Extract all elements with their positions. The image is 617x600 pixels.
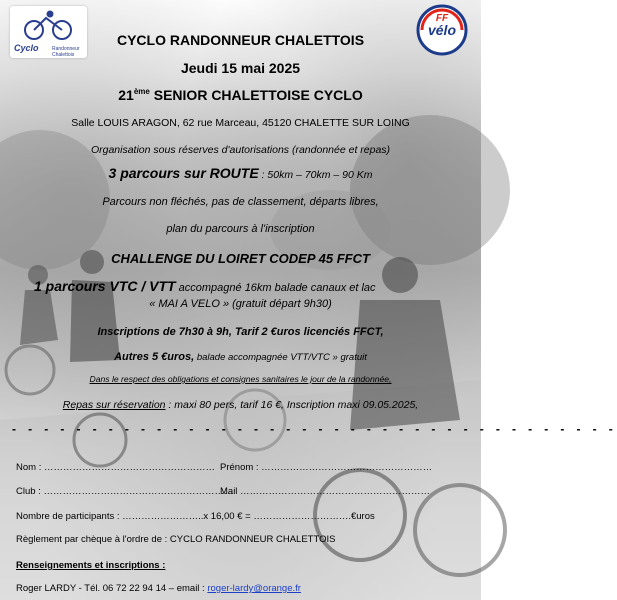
other-prices-rest: balade accompagnée VTT/VTC » gratuit [194, 352, 367, 363]
route-info: Parcours non fléchés, pas de classement, départs libres, [102, 196, 379, 208]
club-logo-text: Cyclo [14, 43, 39, 53]
route-plan: plan du parcours à l'inscription [166, 223, 315, 235]
club-logo-subtext: Randonneur Chalettois [52, 46, 80, 58]
form-participants-field[interactable]: Nombre de participants : ……………………..x 16,00 € = ………………………….€uros [16, 511, 375, 522]
sanitary-note: Dans le respect des obligations et consignes sanitaires le jour de la randonnée, [89, 374, 392, 384]
payment-instructions: Règlement par chèque à l'ordre de : CYCLO RANDONNEUR CHALETTOIS [16, 534, 336, 545]
event-venue: Salle LOUIS ARAGON, 62 rue Marceau, 45120 CHALETTE SUR LOING [71, 117, 410, 129]
vtt-description: accompagné 16km balade canaux et lac [175, 282, 376, 294]
ffvelo-logo-velo: vélo [427, 22, 456, 38]
route-distances: : 50km – 70km – 90 Km [258, 169, 373, 181]
form-mail-field[interactable]: Mail …………………………………………………… [220, 486, 431, 497]
meal-label: Repas sur réservation [62, 399, 166, 411]
route-count: 3 parcours sur ROUTE [108, 165, 259, 181]
form-prenom-field[interactable]: Prénom : ……………………………………………… [220, 462, 433, 473]
club-title: CYCLO RANDONNEUR CHALETTOIS [116, 32, 365, 48]
meal-info [0, 399, 481, 411]
cut-line-divider: - - - - - - - - - - - - - - - - - - - - - - - - - - - - - - - - - - - - - - [12, 422, 617, 436]
event-edition [0, 87, 481, 103]
edition-number: 21 [118, 87, 134, 103]
ffvelo-logo [416, 4, 468, 56]
edition-suffix: ème [133, 87, 150, 96]
contact-email-link[interactable]: roger-lardy@orange.fr [207, 583, 301, 594]
contact-text: Roger LARDY - Tél. 06 72 22 94 14 – email : [16, 583, 208, 594]
ffvelo-logo-ff: FF [435, 13, 449, 24]
vtt-course [34, 278, 474, 294]
organisation-note: Organisation sous réserves d'autorisations (randonnée et repas) [90, 144, 391, 156]
meal-details: : maxi 80 pers, tarif 16 €, Inscription maxi 09.05.2025, [165, 399, 419, 411]
event-date: Jeudi 15 mai 2025 [180, 60, 301, 76]
challenge-title: CHALLENGE DU LOIRET CODEP 45 FFCT [111, 251, 370, 266]
inscriptions-info: Inscriptions de 7h30 à 9h, Tarif 2 €uros licenciés FFCT, [97, 326, 384, 338]
vtt-title: 1 parcours VTC / VTT [34, 278, 176, 294]
vtt-description-2: « MAI A VELO » (gratuit départ 9h30) [149, 298, 332, 310]
other-prices-bold: Autres 5 €uros, [114, 351, 195, 363]
form-club-field[interactable]: Club : …………………………………………………… [16, 486, 234, 497]
route-courses [0, 165, 481, 181]
edition-title: SENIOR CHALETTOISE CYCLO [149, 87, 363, 103]
contact-heading: Renseignements et inscriptions : [16, 560, 166, 571]
form-nom-field[interactable]: Nom : ……………………………………………… [16, 462, 215, 473]
contact-line [16, 583, 301, 594]
other-prices [0, 351, 481, 363]
